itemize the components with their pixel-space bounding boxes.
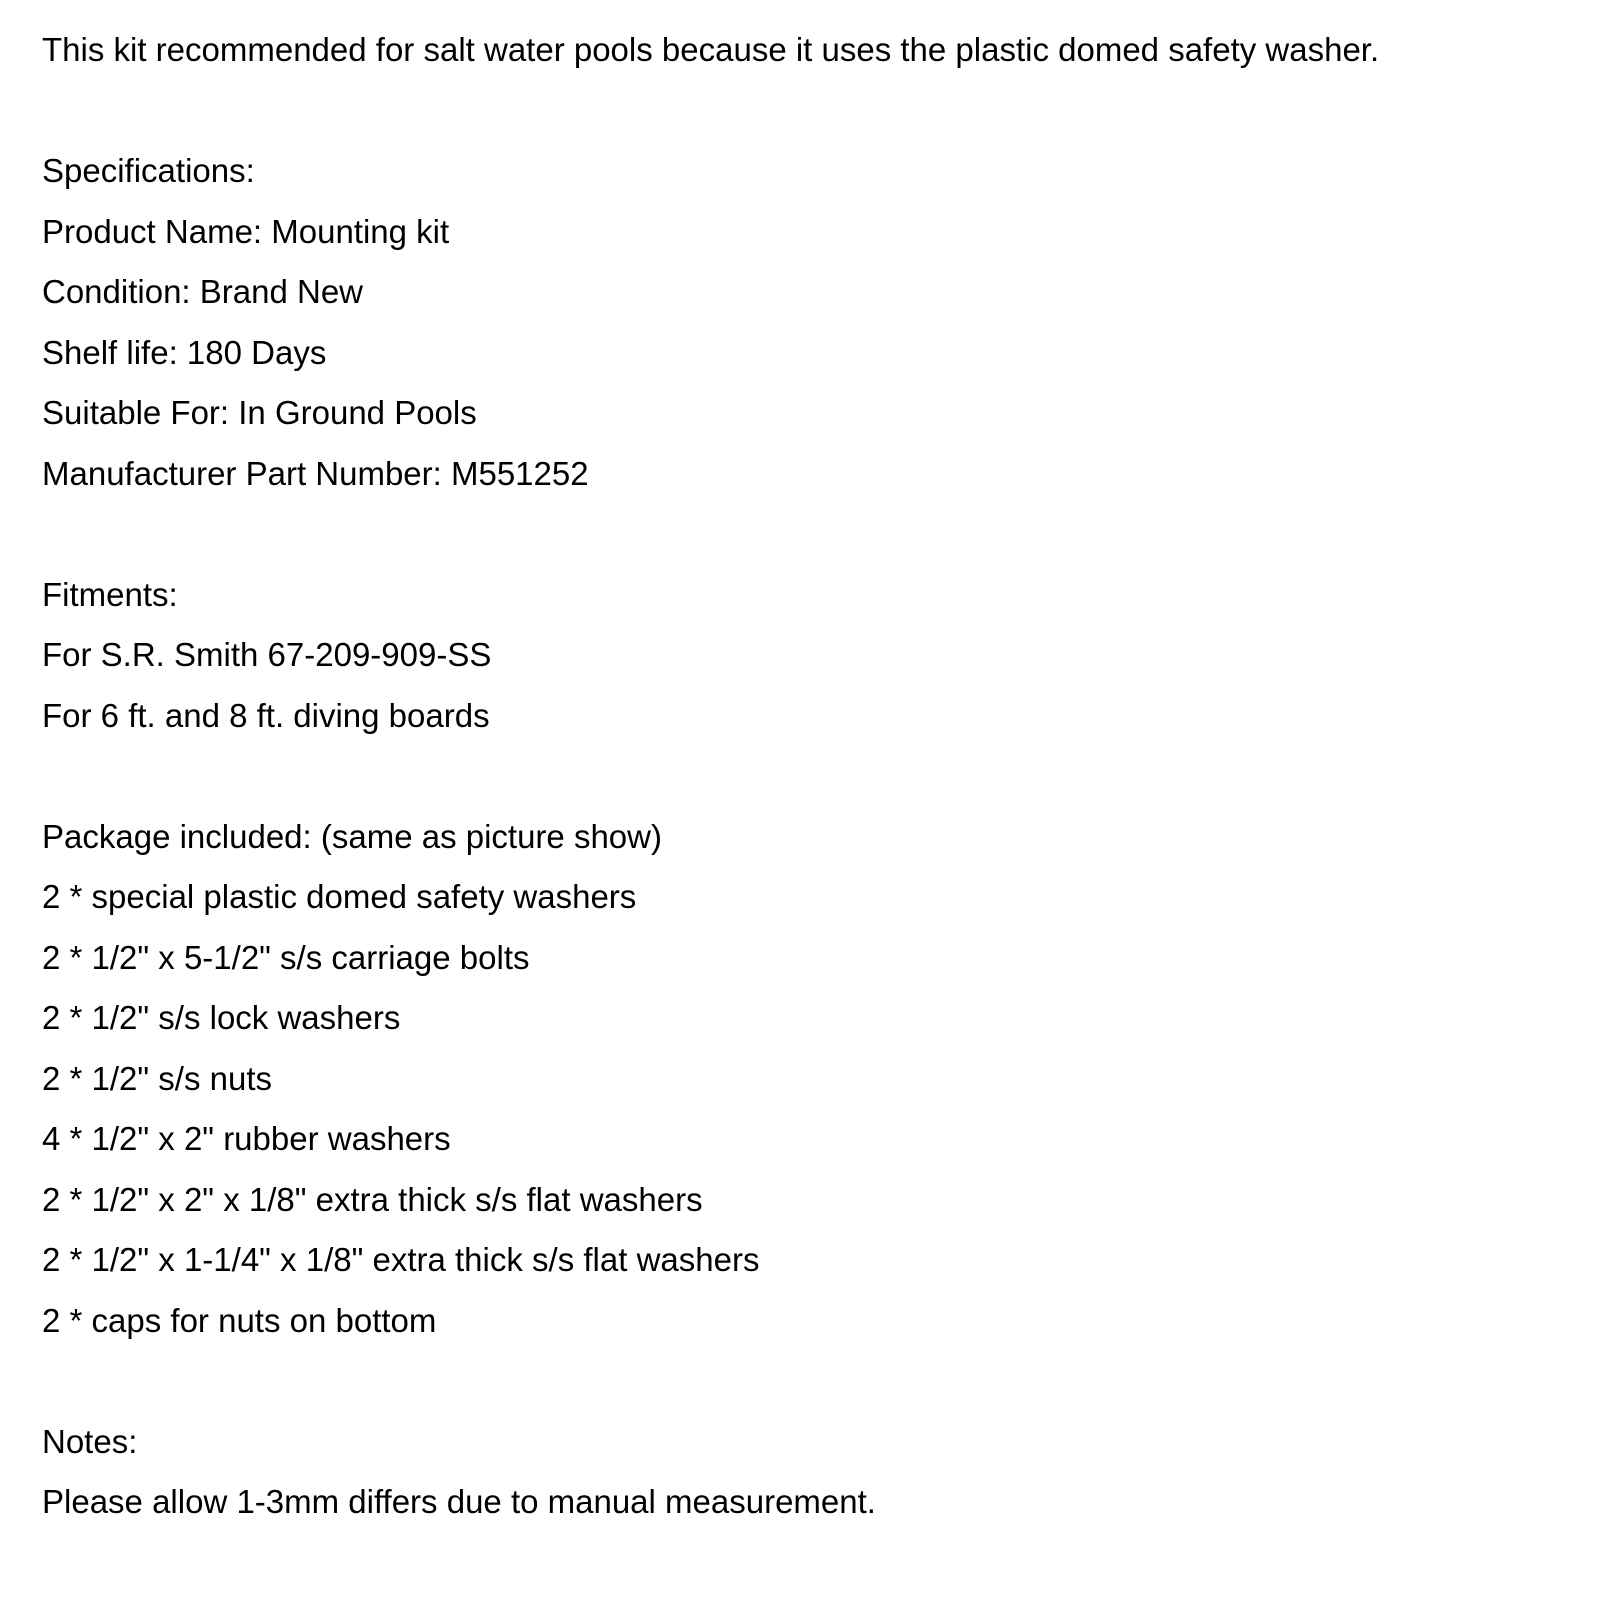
notes-heading: Notes:: [42, 1422, 138, 1460]
fitment-item: For 6 ft. and 8 ft. diving boards: [42, 696, 490, 734]
note-item: Please allow 1-3mm differs due to manual measurement.: [42, 1483, 876, 1520]
spacer: [42, 746, 1572, 807]
spec-condition: Condition: Brand New: [42, 273, 364, 310]
spacer: [42, 1351, 1572, 1412]
package-item: 2 * 1/2" x 2" x 1/8" extra thick s/s flat washers: [42, 1180, 703, 1218]
package-item: 2 * 1/2" x 1-1/4" x 1/8" extra thick s/s flat washers: [42, 1241, 760, 1278]
package-heading: Package included: (same as picture show): [42, 817, 662, 855]
package-item: 4 * 1/2" x 2" rubber washers: [42, 1120, 451, 1157]
spec-shelf-life: Shelf life: 180 Days: [42, 333, 327, 371]
fitments-heading: Fitments:: [42, 575, 178, 613]
intro-text: This kit recommended for salt water pools because it uses the plastic domed safety washer.: [42, 31, 1380, 68]
package-item: 2 * special plastic domed safety washers: [42, 878, 637, 915]
product-description: [42, 0, 1572, 1533]
package-item: 2 * caps for nuts on bottom: [42, 1301, 437, 1339]
package-item: 2 * 1/2" s/s nuts: [42, 1059, 273, 1097]
package-item: 2 * 1/2" x 5-1/2" s/s carriage bolts: [42, 938, 530, 976]
spacer: [42, 81, 1572, 142]
spec-suitable-for: Suitable For: In Ground Pools: [42, 394, 477, 431]
package-item: 2 * 1/2" s/s lock washers: [42, 999, 401, 1036]
specifications-heading: Specifications:: [42, 152, 255, 189]
spec-part-number: Manufacturer Part Number: M551252: [42, 454, 589, 492]
fitment-item: For S.R. Smith 67-209-909-SS: [42, 636, 492, 673]
spacer: [42, 504, 1572, 565]
spec-product-name: Product Name: Mounting kit: [42, 212, 450, 250]
